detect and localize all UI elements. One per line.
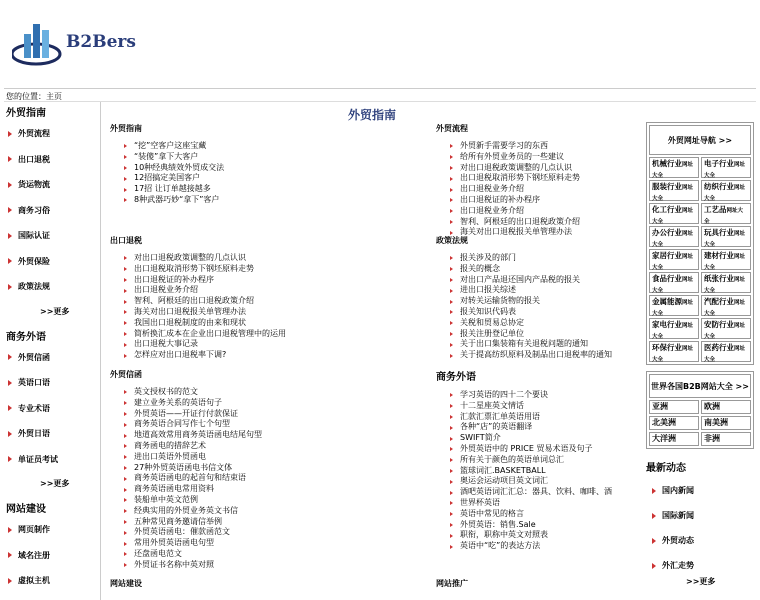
article-link[interactable]: 对出口退税政策调整的几点认识 [450, 163, 636, 174]
industry-link[interactable]: 安防行业网址大全 [701, 318, 751, 339]
article-link[interactable]: 英语中“吃”的表达方法 [450, 541, 636, 552]
bullet-icon [124, 256, 127, 260]
article-link[interactable]: 出口退税大事记录 [124, 339, 310, 350]
article-link[interactable]: 地道高效常用商务英语函电结尾句型 [124, 430, 310, 441]
bullet-icon [124, 343, 127, 347]
sidebar-item[interactable]: 商务习俗 [4, 198, 100, 224]
article-list [110, 253, 310, 361]
bullet-icon [124, 289, 127, 293]
bullet-icon [124, 267, 127, 271]
industry-link[interactable]: 汽配行业网址大全 [701, 295, 751, 316]
news-item[interactable]: 外汇走势 [646, 553, 754, 578]
arrow-icon [8, 284, 12, 290]
article-block-letters [110, 369, 310, 571]
bullet-icon [450, 393, 453, 397]
article-link[interactable]: 常用外贸英语函电句型 [124, 538, 310, 549]
article-link[interactable]: 27种外贸英语函电书信文体 [124, 463, 310, 474]
bullet-icon [450, 534, 453, 538]
block-title[interactable]: 外贸指南 [110, 124, 142, 133]
industry-link[interactable]: 建材行业网址大全 [701, 249, 751, 270]
article-link[interactable]: 外贸英语：销售.Sale [450, 520, 636, 531]
news-item[interactable]: 国际新闻 [646, 503, 754, 528]
bullet-icon [124, 198, 127, 202]
sidebar-item[interactable]: 货运物流 [4, 172, 100, 198]
bullet-icon [450, 300, 453, 304]
industry-link[interactable]: 纸张行业网址大全 [701, 272, 751, 293]
article-link[interactable]: 报关知识代码表 [450, 307, 636, 318]
sidebar-item[interactable]: 英语口语 [4, 370, 100, 396]
page-title: 外贸指南 [347, 108, 396, 122]
article-link[interactable]: 外贸英语函电：催款函范文 [124, 527, 310, 538]
block-title[interactable]: 政策法规 [436, 236, 468, 245]
industry-link[interactable]: 环保行业网址大全 [649, 341, 699, 362]
article-link[interactable]: 怎样应对出口退税率下调? [124, 350, 310, 361]
article-list [436, 141, 636, 238]
breadcrumb: 您的位置：主页 [6, 92, 62, 101]
arrow-icon [652, 563, 656, 569]
article-link[interactable]: 十二星座英文情话 [450, 401, 636, 412]
article-link[interactable]: 进出口报关综述 [450, 285, 636, 296]
arrow-icon [652, 488, 656, 494]
bullet-icon [124, 310, 127, 314]
right-sidebar [646, 122, 754, 587]
bullet-icon [450, 447, 453, 451]
industry-link[interactable]: 服装行业网址大全 [649, 180, 699, 201]
article-link[interactable]: 出口退税业务介绍 [450, 184, 636, 195]
bullet-icon [124, 401, 127, 405]
sidebar-item[interactable]: 政策法规 [4, 274, 100, 300]
article-link[interactable]: 酒吧英语词汇汇总：器具、饮料、咖啡、酒 [450, 487, 636, 498]
news-title: 最新动态 [646, 463, 686, 474]
industry-link[interactable]: 化工行业网址大全 [649, 203, 699, 224]
more-link[interactable]: >>更多 [686, 577, 716, 586]
bullet-icon [450, 209, 453, 213]
bullet-icon [124, 144, 127, 148]
arrow-icon [8, 552, 12, 558]
article-block-website [110, 578, 310, 596]
article-link[interactable]: 英文授权书的范文 [124, 387, 310, 398]
article-link[interactable]: 对转关运输货物的报关 [450, 296, 636, 307]
bullet-icon [450, 310, 453, 314]
industry-link[interactable]: 医药行业网址大全 [701, 341, 751, 362]
arrow-icon [8, 456, 12, 462]
more-link[interactable]: >>更多 [40, 306, 70, 316]
continent-link[interactable]: 亚洲 [649, 400, 699, 414]
sidebar-item[interactable]: 外贸流程 [4, 121, 100, 147]
sidebar-item[interactable]: 国际认证 [4, 223, 100, 249]
industry-link[interactable]: 家居行业网址大全 [649, 249, 699, 270]
bullet-icon [124, 520, 127, 524]
industry-link[interactable]: 机械行业网址大全 [649, 157, 699, 178]
directory-header[interactable]: 世界各国B2B网站大全 >> [649, 374, 751, 398]
bullet-icon [450, 256, 453, 260]
article-list [110, 141, 310, 206]
article-link[interactable]: 10种经典绩效外贸成交法 [124, 163, 310, 174]
divider [4, 88, 756, 89]
bullet-icon [124, 552, 127, 556]
article-link[interactable]: 学习英语的四十二个要诀 [450, 390, 636, 401]
bullet-icon [450, 404, 453, 408]
arrow-icon [8, 380, 12, 386]
bullet-icon [124, 531, 127, 535]
bullet-icon [124, 390, 127, 394]
article-link[interactable]: 关于出口集装箱有关退税问题的通知 [450, 339, 636, 350]
bullet-icon [124, 155, 127, 159]
continent-link[interactable]: 欧洲 [701, 400, 751, 414]
sidebar-item[interactable]: 专业术语 [4, 396, 100, 422]
industry-link[interactable]: 纺织行业网址大全 [701, 180, 751, 201]
arrow-icon [8, 131, 12, 137]
bullet-icon [450, 458, 453, 462]
arrow-icon [8, 405, 12, 411]
logo-icon [12, 20, 64, 66]
bullet-icon [450, 267, 453, 271]
article-link[interactable]: 对出口退税政策调整的几点认识 [124, 253, 310, 264]
article-link[interactable]: 外贸新手需要学习的东西 [450, 141, 636, 152]
bullet-icon [124, 455, 127, 459]
block-title[interactable]: 网站建设 [110, 579, 142, 588]
sidebar-section-title: 外贸指南 [6, 108, 46, 119]
bullet-icon [124, 188, 127, 192]
world-b2b-directory [646, 371, 754, 449]
arrow-icon [8, 233, 12, 239]
article-link[interactable]: 关税和贸易总协定 [450, 318, 636, 329]
bullet-icon [124, 278, 127, 282]
article-link[interactable]: 商务函电的措辞艺术 [124, 441, 310, 452]
continent-link[interactable]: 大洋洲 [649, 432, 699, 446]
article-link[interactable]: 12招搞定美国客户 [124, 173, 310, 184]
block-title[interactable]: 网站推广 [436, 579, 468, 588]
article-link[interactable]: 8种武器巧妙“拿下”客户 [124, 195, 310, 206]
bullet-icon [124, 466, 127, 470]
article-link[interactable]: 关于提高纺织原料及制品出口退税率的通知 [450, 350, 636, 361]
site-logo[interactable] [12, 20, 136, 66]
article-link[interactable]: 出口退税业务介绍 [450, 206, 636, 217]
bullet-icon [124, 509, 127, 513]
divider [4, 101, 756, 102]
article-block-process [436, 123, 636, 238]
arrow-icon [8, 527, 12, 533]
industry-link[interactable]: 办公行业网址大全 [649, 226, 699, 247]
bullet-icon [450, 415, 453, 419]
news-list [646, 478, 754, 578]
article-link[interactable]: 商务英语函电的起首句和结束语 [124, 473, 310, 484]
article-link[interactable]: 出口退税业务介绍 [124, 285, 310, 296]
article-link[interactable]: 经典实用的外贸业务英文书信 [124, 506, 310, 517]
bullet-icon [450, 321, 453, 325]
bullet-icon [124, 434, 127, 438]
bullet-icon [450, 545, 453, 549]
article-link[interactable]: 报关的概念 [450, 264, 636, 275]
bullet-icon [450, 188, 453, 192]
sidebar-list [4, 517, 100, 594]
article-link[interactable]: 商务英语函电常用资料 [124, 484, 310, 495]
left-sidebar [4, 102, 100, 600]
article-link[interactable]: 所有关于颜色的英语单词总汇 [450, 455, 636, 466]
industry-directory [646, 122, 754, 365]
article-link[interactable]: 出口退税取消形势下钢坯原料走势 [450, 173, 636, 184]
industry-link[interactable]: 家电行业网址大全 [649, 318, 699, 339]
article-link[interactable]: 智利、阿根廷的出口退税政策介绍 [450, 217, 636, 228]
bullet-icon [450, 289, 453, 293]
bullet-icon [124, 542, 127, 546]
sidebar-section-title: 商务外语 [6, 331, 46, 343]
bullet-icon [124, 321, 127, 325]
article-link[interactable]: 五种常见商务邀请信举例 [124, 517, 310, 528]
article-block-tax-refund [110, 235, 310, 361]
sidebar-list [4, 121, 100, 300]
industry-link[interactable]: 玩具行业网址大全 [701, 226, 751, 247]
industry-link[interactable]: 食品行业网址大全 [649, 272, 699, 293]
bullet-icon [124, 477, 127, 481]
sidebar-item[interactable]: 外贸信函 [4, 345, 100, 371]
article-link[interactable]: 简析换汇成本在企业出口退税管理中的运用 [124, 329, 310, 340]
article-block-policy [436, 235, 636, 361]
bullet-icon [450, 523, 453, 527]
bullet-icon [450, 491, 453, 495]
article-link[interactable]: 出口退税证的补办程序 [450, 195, 636, 206]
block-title[interactable]: 外贸流程 [436, 124, 468, 133]
directory-header[interactable]: 外贸网址导航 >> [649, 125, 751, 155]
arrow-icon [652, 538, 656, 544]
arrow-icon [8, 182, 12, 188]
bullet-icon [124, 488, 127, 492]
sidebar-item[interactable]: 单证员考试 [4, 447, 100, 473]
article-list [436, 253, 636, 361]
bullet-icon [450, 166, 453, 170]
bullet-icon [450, 220, 453, 224]
sidebar-list [4, 345, 100, 473]
bullet-icon [124, 412, 127, 416]
article-block-guide [110, 123, 310, 206]
bullet-icon [450, 426, 453, 430]
arrow-icon [8, 354, 12, 360]
article-link[interactable]: 还盘函电范文 [124, 549, 310, 560]
arrow-icon [8, 156, 12, 162]
article-link[interactable]: 外贸英语中的 PRICE 贸易术语及句子 [450, 444, 636, 455]
block-title[interactable]: 外贸信函 [110, 370, 142, 379]
article-link[interactable]: 智利、阿根廷的出口退税政策介绍 [124, 296, 310, 307]
arrow-icon [652, 513, 656, 519]
industry-link[interactable]: 电子行业网址大全 [701, 157, 751, 178]
article-link[interactable]: 建立业务关系的英语句子 [124, 398, 310, 409]
arrow-icon [8, 258, 12, 264]
sidebar-item[interactable]: 外贸保险 [4, 249, 100, 275]
sidebar-item[interactable]: 外贸日语 [4, 421, 100, 447]
article-link[interactable]: “挖”空客户这座宝藏 [124, 141, 310, 152]
bullet-icon [450, 512, 453, 516]
arrow-icon [8, 431, 12, 437]
bullet-icon [124, 354, 127, 358]
news-item[interactable]: 国内新闻 [646, 478, 754, 503]
brand-name: B2Bers [66, 32, 136, 52]
article-link[interactable]: 出口退税证的补办程序 [124, 275, 310, 286]
article-link[interactable]: 世界杯英语 [450, 498, 636, 509]
article-link[interactable]: 报关注册登记单位 [450, 329, 636, 340]
article-link[interactable]: 职衔，职称中英文对照表 [450, 530, 636, 541]
article-link[interactable]: 出口退税取消形势下钢坯原料走势 [124, 264, 310, 275]
article-block-promotion [436, 578, 636, 596]
bullet-icon [124, 498, 127, 502]
industry-link[interactable]: 工艺品网址大全 [701, 203, 751, 224]
bullet-icon [124, 332, 127, 336]
article-link[interactable]: 对出口产品退还国内产品税的报关 [450, 275, 636, 286]
article-link[interactable]: 装船单中英文范例 [124, 495, 310, 506]
article-link[interactable]: 汇款汇票汇单英语用语 [450, 412, 636, 423]
article-link[interactable]: 我国出口退税制度的由来和现状 [124, 318, 310, 329]
article-link[interactable]: 给所有外贸业务员的一些建议 [450, 152, 636, 163]
sidebar-section-title: 网站建设 [6, 504, 46, 515]
article-list [110, 387, 310, 571]
article-link[interactable]: 海关对出口退税报关单管理办法 [124, 307, 310, 318]
bullet-icon [450, 437, 453, 441]
article-link[interactable]: 外贸英语——开证行付款保证 [124, 409, 310, 420]
bullet-icon [450, 278, 453, 282]
column-divider [100, 102, 101, 600]
article-link[interactable]: “装傻”拿下大客户 [124, 152, 310, 163]
bullet-icon [124, 300, 127, 304]
bullet-icon [450, 332, 453, 336]
article-link[interactable]: 英语中常见的格言 [450, 509, 636, 520]
bullet-icon [450, 354, 453, 358]
industry-link[interactable]: 金属能源网址大全 [649, 295, 699, 316]
sidebar-item[interactable]: 出口退税 [4, 147, 100, 173]
article-link[interactable]: 海关对出口退税报关单管理办法 [450, 227, 636, 238]
article-link[interactable]: 17招 让订单越接越多 [124, 184, 310, 195]
arrow-icon [8, 207, 12, 213]
bullet-icon [124, 444, 127, 448]
more-link[interactable]: >>更多 [40, 479, 70, 488]
bullet-icon [124, 423, 127, 427]
bullet-icon [450, 501, 453, 505]
arrow-icon [8, 578, 12, 584]
bullet-icon [450, 480, 453, 484]
article-link[interactable]: 篮球词汇.BASKETBALL [450, 466, 636, 477]
block-title[interactable]: 商务外语 [436, 372, 476, 383]
bullet-icon [450, 198, 453, 202]
sidebar-item[interactable]: 虚拟主机 [4, 568, 100, 594]
article-link[interactable]: 报关涉及的部门 [450, 253, 636, 264]
block-title[interactable]: 出口退税 [110, 236, 142, 245]
sidebar-item[interactable]: 域名注册 [4, 543, 100, 569]
continent-grid [647, 400, 753, 448]
article-link[interactable]: SWIFT简介 [450, 433, 636, 444]
bullet-icon [124, 177, 127, 181]
bullet-icon [450, 469, 453, 473]
bullet-icon [124, 166, 127, 170]
continent-link[interactable]: 南美洲 [701, 416, 751, 430]
industry-grid [647, 157, 753, 364]
continent-link[interactable]: 非洲 [701, 432, 751, 446]
article-block-business-language [436, 368, 636, 552]
news-item[interactable]: 外贸动态 [646, 528, 754, 553]
sidebar-item[interactable]: 网页制作 [4, 517, 100, 543]
article-link[interactable]: 商务英语合同写作七个句型 [124, 419, 310, 430]
article-link[interactable]: 各种“店”的英语翻译 [450, 422, 636, 433]
continent-link[interactable]: 北美洲 [649, 416, 699, 430]
bullet-icon [124, 563, 127, 567]
bullet-icon [450, 155, 453, 159]
article-list [436, 390, 636, 552]
article-link[interactable]: 外贸证书名称中英对照 [124, 560, 310, 571]
article-link[interactable]: 进出口英语外贸函电 [124, 452, 310, 463]
bullet-icon [450, 177, 453, 181]
bullet-icon [450, 144, 453, 148]
bullet-icon [450, 343, 453, 347]
article-link[interactable]: 奥运会运动项目英文词汇 [450, 476, 636, 487]
